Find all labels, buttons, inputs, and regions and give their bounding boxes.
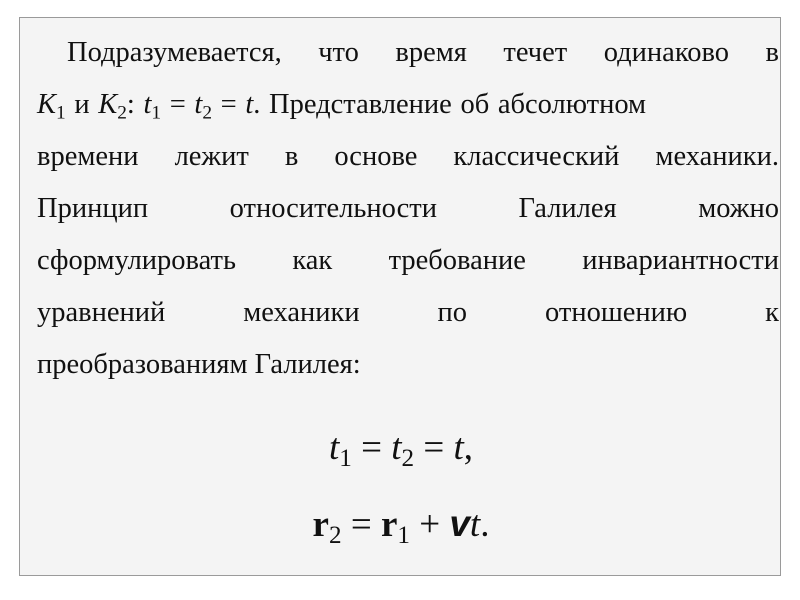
word: относительности (229, 193, 437, 224)
equals-sign: = (212, 89, 246, 120)
word: в (765, 37, 779, 68)
word: как (292, 245, 333, 276)
paragraph-line-2 (37, 79, 779, 131)
paragraph-line-3 (37, 131, 779, 183)
frame-symbol-k1: $K_1$ (37, 89, 66, 124)
line-2-text: . Представление об абсолютном (253, 89, 647, 120)
word: что (318, 37, 359, 68)
word: классический (453, 141, 620, 172)
body-paragraph (37, 27, 779, 391)
word: времени (37, 141, 139, 172)
time-t2: $t_2$ (194, 89, 213, 124)
colon: : (126, 89, 144, 120)
word: уравнений (37, 297, 166, 328)
word: механики (243, 297, 360, 328)
word: требование (388, 245, 526, 276)
word: можно (698, 193, 779, 224)
paragraph-line-1 (37, 27, 779, 79)
paragraph-line-4 (37, 183, 779, 235)
conjunction: и (65, 89, 99, 120)
word: к (765, 297, 779, 328)
formula-galilean-transform: $r_2 = r_1$ + vt. (312, 503, 490, 550)
paragraph-line-5 (37, 235, 779, 287)
word: в (284, 141, 299, 172)
paragraph-line-7: преобразованиям Галилея: (37, 349, 361, 380)
word: Галилея (518, 193, 617, 224)
word: сформулировать (37, 245, 236, 276)
time-t: t (245, 89, 254, 120)
equals-sign: = (161, 89, 195, 120)
word: течет (503, 37, 568, 68)
word: по (437, 297, 468, 328)
time-t1: $t_1$ (143, 89, 162, 124)
word: механики. (655, 141, 779, 172)
paragraph-line-6 (37, 287, 779, 339)
word: лежит (174, 141, 249, 172)
formulas-block (20, 410, 782, 562)
formula-time-equality: $t_1 = t_2 = t$, (329, 427, 473, 473)
frame-symbol-k2: $K_2$ (98, 89, 127, 124)
word: Принцип (37, 193, 149, 224)
word: время (395, 37, 467, 68)
word: Подразумевается, (67, 37, 282, 68)
word: основе (334, 141, 418, 172)
word: одинаково (603, 37, 729, 68)
word: инвариантности (582, 245, 779, 276)
word: отношению (544, 297, 688, 328)
slide-frame (19, 17, 781, 576)
